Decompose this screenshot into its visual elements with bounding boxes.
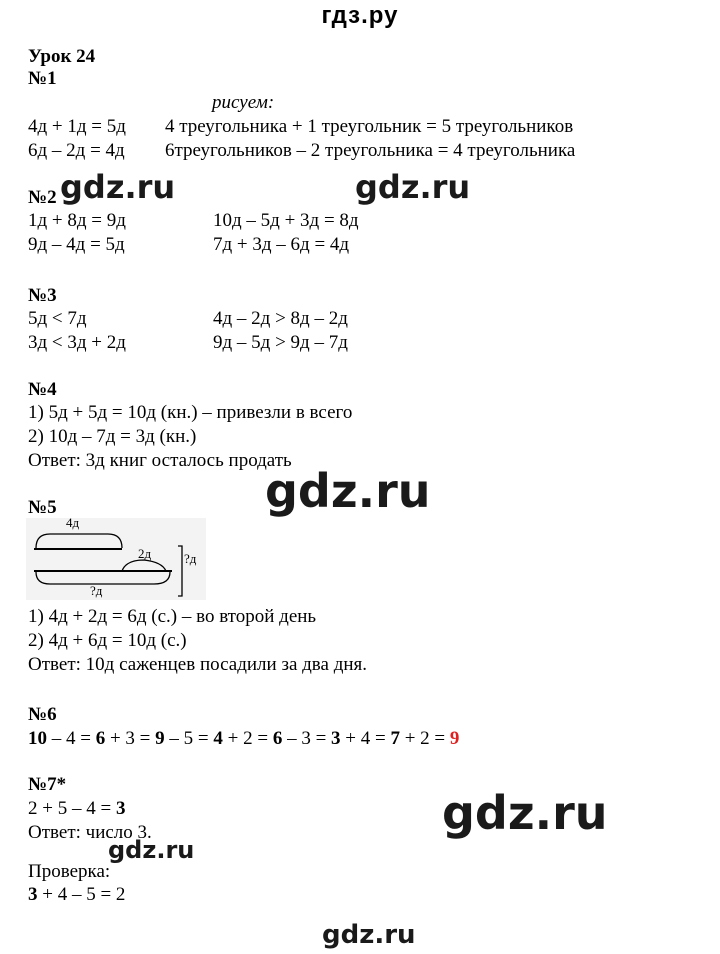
exercise-4-number: №4	[28, 379, 57, 400]
chain-final-result: 9	[449, 728, 460, 749]
exercise-1-row2-left: 6д – 2д = 4д	[28, 140, 125, 161]
exercise-3-row1-right: 4д – 2д > 8д – 2д	[213, 308, 348, 329]
chain-op: + 2 =	[222, 728, 273, 749]
check-first-term: 3	[28, 884, 38, 905]
diagram-label-bottom: ?д	[90, 583, 103, 598]
exercise-1-note: рисуем:	[212, 92, 275, 113]
exercise-1-number: №1	[28, 68, 57, 89]
exercise-2-row1-left: 1д + 8д = 9д	[28, 210, 126, 231]
exercise-3-row1-left: 5д < 7д	[28, 308, 87, 329]
exercise-4-answer: Ответ: 3д книг осталось продать	[28, 450, 292, 471]
exercise-2-row2-left: 9д – 4д = 5д	[28, 234, 125, 255]
watermark: gdz.ru	[108, 836, 195, 864]
diagram-label-middle: 2д	[138, 546, 152, 561]
chain-term: 10	[28, 728, 47, 749]
exercise-4-line2: 2) 10д – 7д = 3д (кн.)	[28, 426, 197, 447]
exercise-3-row2-right: 9д – 5д > 9д – 7д	[213, 332, 348, 353]
watermark: gdz.ru	[265, 464, 431, 518]
exercise-7-number: №7*	[28, 774, 67, 795]
watermark: gdz.ru	[322, 920, 416, 950]
exercise-7-equation	[28, 796, 125, 821]
exercise-6-number: №6	[28, 704, 57, 725]
exercise-3-row2-left: 3д < 3д + 2д	[28, 332, 126, 353]
chain-term: 9	[155, 728, 165, 749]
diagram-label-top: 4д	[66, 515, 80, 530]
chain-term: 7	[390, 728, 400, 749]
exercise-6-chain	[28, 726, 459, 751]
chain-term: 3	[331, 728, 341, 749]
watermark: gdz.ru	[442, 786, 608, 840]
exercise-2-number: №2	[28, 187, 57, 208]
lesson-title: Урок 24	[28, 46, 96, 67]
exercise-5-number: №5	[28, 497, 57, 518]
exercise-5-line2: 2) 4д + 6д = 10д (с.)	[28, 630, 187, 651]
exercise-7-answer: Ответ: число 3.	[28, 822, 152, 843]
exercise-1-row1-left: 4д + 1д = 5д	[28, 116, 126, 137]
chain-term: 4	[213, 728, 223, 749]
diagram-label-right: ?д	[184, 551, 197, 566]
exercise-2-row2-right: 7д + 3д – 6д = 4д	[213, 234, 350, 255]
watermark: gdz.ru	[60, 168, 176, 206]
chain-op: – 3 =	[282, 728, 332, 749]
exercise-1-row1-right: 4 треугольника + 1 треугольник = 5 треугольников	[165, 116, 574, 137]
chain-op: + 3 =	[105, 728, 156, 749]
exercise-2-row1-right: 10д – 5д + 3д = 8д	[213, 210, 359, 231]
check-rest: + 4 – 5 = 2	[37, 884, 126, 905]
site-header: гдз.ру	[321, 2, 399, 29]
chain-term: 6	[272, 728, 283, 749]
chain-op: – 5 =	[164, 728, 214, 749]
exercise-5-segment-diagram	[26, 515, 206, 600]
exercise-7-check-label: Проверка:	[28, 861, 111, 882]
exercise-5-line1: 1) 4д + 2д = 6д (с.) – во второй день	[28, 606, 317, 627]
chain-op: + 4 =	[340, 728, 391, 749]
exercise-7-check-equation	[28, 882, 125, 907]
chain-term: 6	[95, 728, 106, 749]
exercise-4-line1: 1) 5д + 5д = 10д (кн.) – привезли в всего	[28, 402, 353, 423]
equation-result: 3	[115, 798, 126, 819]
exercise-1-row2-right: 6треугольников – 2 треугольника = 4 треугольника	[165, 140, 576, 161]
equation-left: 2 + 5 – 4 =	[28, 798, 116, 819]
exercise-3-number: №3	[28, 285, 57, 306]
watermark: gdz.ru	[355, 168, 471, 206]
chain-op: + 2 =	[399, 728, 450, 749]
chain-op: – 4 =	[47, 728, 96, 749]
exercise-5-answer: Ответ: 10д саженцев посадили за два дня.	[28, 654, 368, 675]
